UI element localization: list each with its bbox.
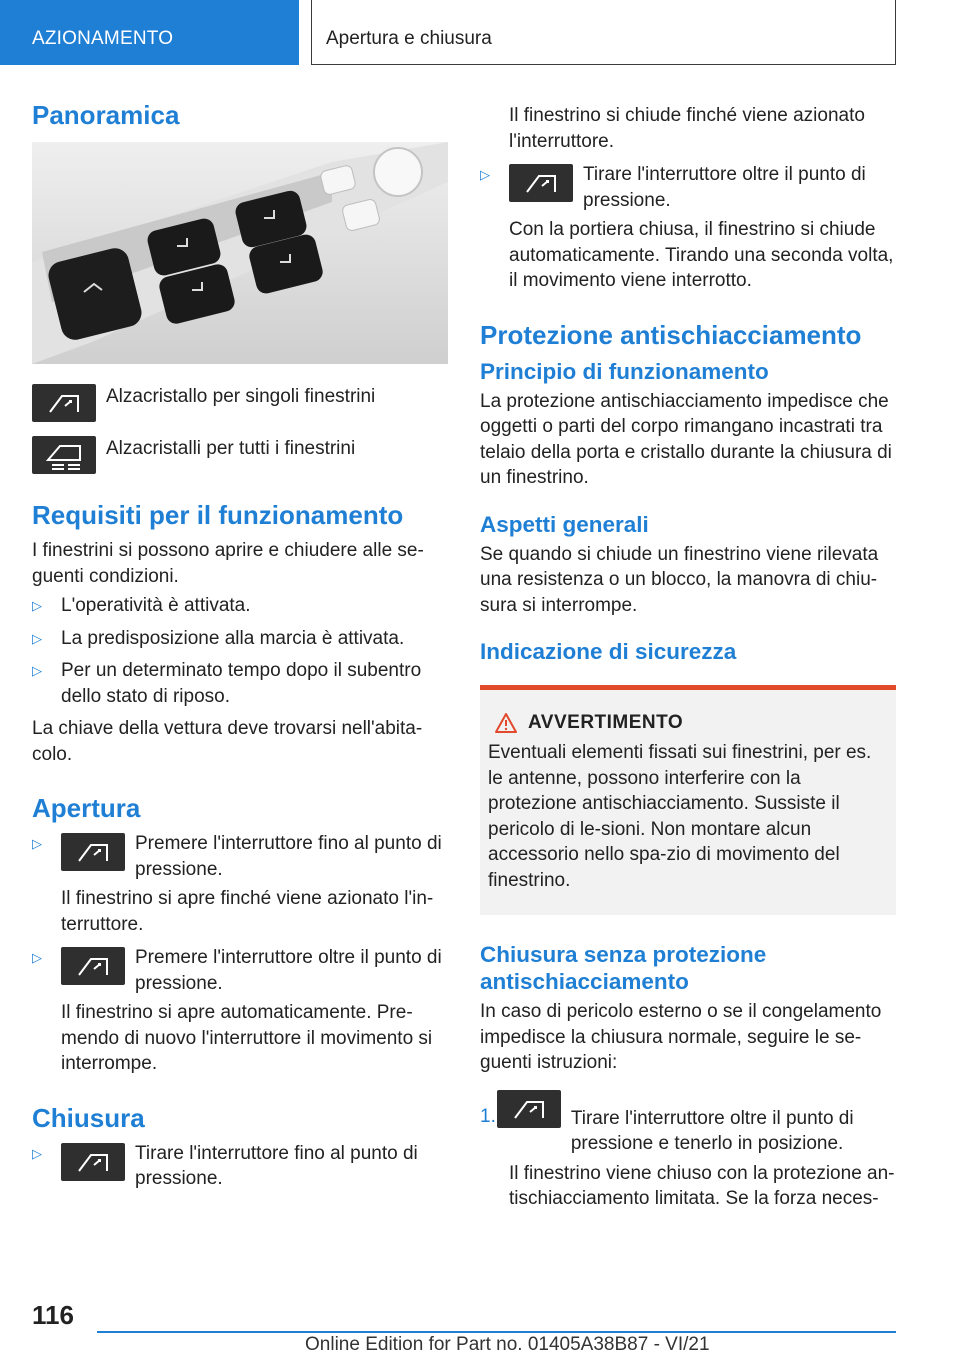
chiusura-step-1-result: Il finestrino si chiude finché viene azionato l'interruttore.: [509, 105, 865, 152]
single-window-switch-icon: [61, 947, 125, 985]
single-window-switch-icon: [32, 384, 96, 422]
legend-single-window-text: Alzacristallo per singoli finestrini: [106, 386, 376, 407]
heading-principio: Principio di funzionamento: [480, 358, 769, 384]
step-number: 1.: [480, 1105, 496, 1127]
requisiti-intro: I finestrini si possono aprire e chiudere alle se-guenti condizioni.: [32, 540, 424, 587]
senza-step-1-result: Il finestrino viene chiuso con la protezione an-tischiacciamento limitata. Se la forza neces-: [509, 1162, 895, 1209]
page-number: 116: [32, 1300, 74, 1330]
all-windows-switch-icon: [32, 436, 96, 474]
edition-text: Online Edition for Part no. 01405A38B87 - VI/21: [305, 1334, 710, 1355]
single-window-switch-icon: [509, 164, 573, 202]
heading-apertura: Apertura: [32, 793, 141, 823]
window-switch-panel-illustration: [32, 142, 448, 364]
single-window-switch-icon: [497, 1090, 561, 1128]
heading-aspetti: Aspetti generali: [480, 511, 649, 537]
list-item: ▷ La predisposizione alla marcia è attivata.: [32, 627, 405, 649]
list-item: ▷ L'operatività è attivata.: [32, 595, 251, 616]
triangle-bullet-icon: ▷: [32, 630, 42, 646]
senza-step-1: 1. Tirare l'interruttore oltre il punto di pressione e tenerlo in posizione.: [480, 1090, 896, 1157]
heading-chiusura-senza: Chiusura senza protezione antischiacciamento: [480, 942, 767, 994]
chiusura-step-1: ▷ Tirare l'interruttore fino al punto di pressione.: [32, 1142, 418, 1189]
heading-protezione: Protezione antischiacciamento: [480, 319, 862, 350]
left-column: [32, 100, 448, 1196]
legend-all-windows-text: Alzacristalli per tutti i finestrini: [106, 438, 356, 459]
aspetti-text: Se quando si chiude un finestrino viene rilevata una resistenza o un blocco, la manovra di chiu-sura si interrompe.: [480, 543, 879, 616]
window-switch-photo: [32, 142, 448, 364]
principio-text: La protezione antischiacciamento impedisce che oggetti o parti del corpo rimangano incastrati tra telaio della porta e cristallo durante la chiusura di un finestrino.: [480, 390, 892, 488]
requisiti-note: La chiave della vettura deve trovarsi nell'abita-colo.: [32, 718, 423, 765]
apertura-step-2: ▷ Premere l'interruttore oltre il punto di pressione.: [32, 947, 442, 994]
list-item: ▷ Per un determinato tempo dopo il subentro dello stato di riposo.: [32, 660, 422, 707]
legend-single-window: [32, 384, 448, 422]
triangle-bullet-icon: ▷: [32, 950, 42, 965]
triangle-bullet-icon: ▷: [32, 663, 42, 678]
chiusura-step-2: ▷ Tirare l'interruttore oltre il punto di pressione.: [480, 164, 866, 211]
warning-text: Eventuali elementi fissati sui finestrini, per es. le antenne, possono interferire con la protezione antischiacciamento. Sussiste il pericolo di le-sioni. Non montare alcun accessorio nello spa-zio di movimento del finestrino.: [488, 742, 872, 891]
heading-panoramica: Panoramica: [32, 100, 180, 130]
right-column: [480, 103, 896, 1216]
apertura-step-1: ▷ Premere l'interruttore fino al punto di pressione.: [32, 833, 442, 880]
triangle-bullet-icon: ▷: [480, 167, 490, 182]
apertura-step-2-result: Il finestrino si apre automaticamente. Pre-mendo di nuovo l'interruttore il movimento si interrompe.: [61, 1002, 433, 1074]
triangle-bullet-icon: ▷: [32, 1145, 42, 1161]
warning-box: [480, 685, 896, 915]
chapter-tab: [311, 0, 896, 65]
senza-intro: In caso di pericolo esterno o se il congelamento impedisce la chiusura normale, seguire le se-guenti istruzioni:: [480, 1001, 882, 1073]
warning-triangle-icon: [494, 712, 518, 734]
triangle-bullet-icon: ▷: [32, 598, 42, 613]
triangle-bullet-icon: ▷: [32, 836, 42, 851]
apertura-step-1-result: Il finestrino si apre finché viene azionato l'in-terruttore.: [61, 888, 434, 935]
section-title: AZIONAMENTO: [32, 28, 174, 49]
heading-sicurezza: Indicazione di sicurezza: [480, 639, 737, 664]
legend-all-windows: [32, 436, 448, 474]
warning-header: [494, 712, 888, 734]
chiusura-step-2-result: Con la portiera chiusa, il finestrino si chiude automaticamente. Tirando una seconda volta, il movimento viene interrotto.: [509, 219, 894, 291]
warning-title: AVVERTIMENTO: [528, 712, 684, 733]
footer-divider: [97, 1331, 896, 1333]
chapter-title: Apertura e chiusura: [326, 28, 492, 49]
heading-chiusura: Chiusura: [32, 1102, 145, 1133]
single-window-switch-icon: [61, 1143, 125, 1181]
heading-requisiti: Requisiti per il funzionamento: [32, 500, 404, 530]
single-window-switch-icon: [61, 833, 125, 871]
section-tab: [0, 0, 299, 65]
